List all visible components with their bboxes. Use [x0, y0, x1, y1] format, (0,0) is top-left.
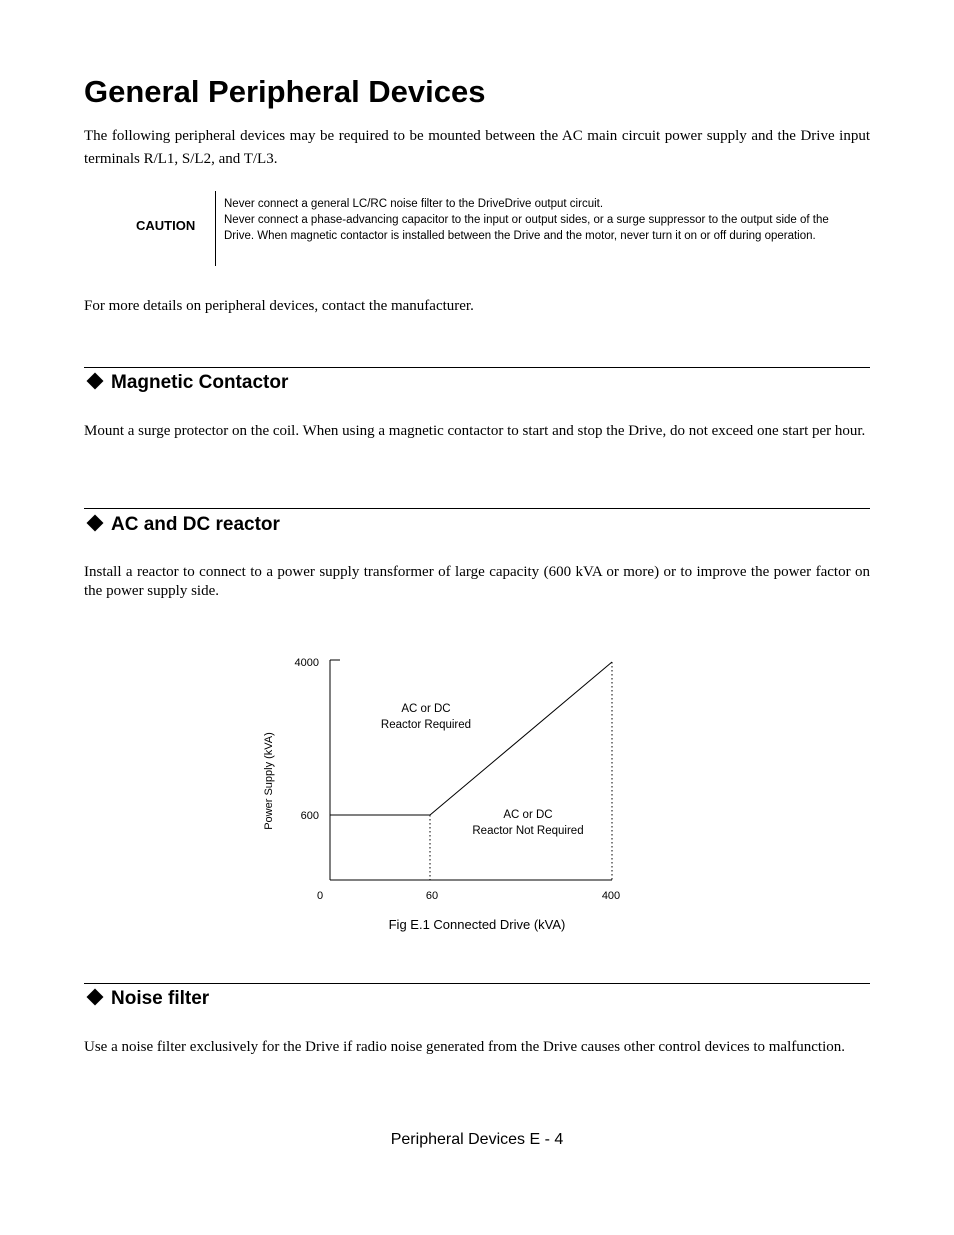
x-tick-label: 60 — [425, 890, 439, 902]
y-axis-label: Power Supply (kVA) — [263, 732, 275, 830]
caution-line-1: Never connect a general LC/RC noise filter to the DriveDrive output circuit. — [224, 198, 604, 210]
x-tick-label: 400 — [601, 890, 621, 902]
caution-line-2: Never connect a phase-advancing capacitor to the input or output sides, or a surge suppressor to the output side of the Drive. When magnetic contactor is installed between the Drive and the motor, never turn it on or off during operation. — [224, 214, 829, 242]
boundary-line — [330, 662, 612, 815]
intro-paragraph: The following peripheral devices may be required to be mounted between the AC main circuit power supply and the Drive input terminals R/L1, S/L2, and T/L3. — [84, 128, 870, 167]
details-paragraph: For more details on peripheral devices, contact the manufacturer. — [84, 298, 474, 314]
section-title: Magnetic Contactor — [111, 372, 289, 393]
caution-label: CAUTION — [136, 218, 196, 233]
section-heading-magnetic-contactor — [84, 371, 288, 395]
section-divider — [84, 508, 870, 509]
diamond-bullet-icon — [87, 515, 104, 532]
diamond-bullet-icon — [87, 989, 104, 1006]
chart-axes — [330, 660, 612, 880]
section-text-noise-filter: Use a noise filter exclusively for the Drive if radio noise generated from the Drive causes other control devices to malfunction. — [84, 1039, 845, 1055]
section-text-magnetic-contactor: Mount a surge protector on the coil. When using a magnetic contactor to start and stop the Drive, do not exceed one start per hour. — [84, 423, 866, 439]
x-tick-label: 0 — [316, 890, 324, 902]
page-title: General Peripheral Devices — [84, 74, 486, 109]
section-divider — [84, 983, 870, 984]
caution-text — [224, 196, 834, 244]
annotation-not-required-line-1: AC or DC — [503, 809, 553, 821]
y-tick-label: 600 — [300, 810, 319, 822]
annotation-not-required-line-2: Reactor Not Required — [472, 825, 584, 837]
y-tick-label: 4000 — [294, 657, 319, 669]
section-heading-noise-filter — [84, 987, 209, 1011]
annotation-required-line-1: AC or DC — [401, 703, 451, 715]
page-footer: Peripheral Devices E - 4 — [390, 1131, 564, 1148]
annotation-required-line-2: Reactor Required — [380, 719, 472, 731]
section-divider — [84, 367, 870, 368]
reactor-requirement-chart — [240, 640, 660, 940]
section-heading-ac-dc-reactor — [84, 513, 280, 537]
diamond-bullet-icon — [87, 373, 104, 390]
chart-labels — [263, 657, 620, 932]
section-text-ac-dc-reactor: Install a reactor to connect to a power supply transformer of large capacity (600 kVA or more) or to improve the power factor on the power supply side. — [84, 564, 870, 599]
section-title: Noise filter — [111, 988, 210, 1009]
caution-divider — [215, 191, 216, 266]
chart-marks — [330, 662, 612, 880]
section-title: AC and DC reactor — [111, 514, 280, 535]
figure-caption: Fig E.1 Connected Drive (kVA) — [388, 917, 566, 932]
